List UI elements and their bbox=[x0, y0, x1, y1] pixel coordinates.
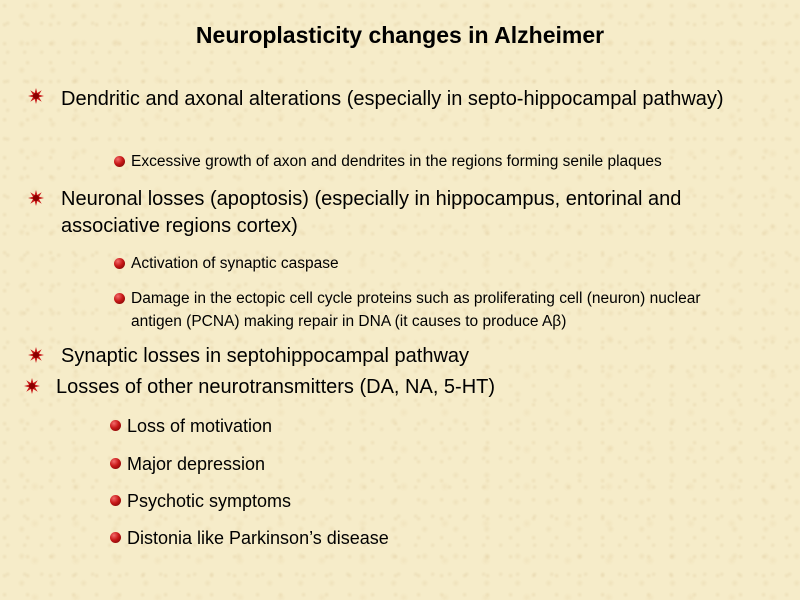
bullet-text-excessive-growth: Excessive growth of axon and dendrites in the regions forming senile plaques bbox=[131, 153, 662, 170]
bullet-text-neurotransmitter-losses: Losses of other neurotransmitters (DA, NA, 5-HT) bbox=[56, 376, 496, 398]
starburst-icon bbox=[28, 190, 44, 206]
bullet-text-major-depression: Major depression bbox=[127, 454, 266, 474]
red-ball-icon bbox=[114, 258, 125, 269]
bullet-text-synaptic-caspase: Activation of synaptic caspase bbox=[131, 255, 339, 272]
red-ball-icon bbox=[114, 293, 125, 304]
bullet-text-ectopic-cell-cycle: Damage in the ectopic cell cycle proteins such as proliferating cell (neuron) nuclear antigen (PCNA) making repair in DNA (it causes to produce Aβ) bbox=[131, 290, 701, 330]
starburst-icon bbox=[28, 88, 44, 104]
starburst-icon bbox=[24, 378, 40, 394]
bullet-text-neuronal-losses: Neuronal losses (apoptosis) (especially in hippocampus, entorinal and associative regions cortex) bbox=[61, 188, 682, 237]
red-ball-icon bbox=[110, 420, 121, 431]
red-ball-icon bbox=[110, 532, 121, 543]
slide-title: Neuroplasticity changes in Alzheimer bbox=[195, 22, 605, 48]
bullet-text-synaptic-losses: Synaptic losses in septohippocampal pathway bbox=[61, 345, 470, 367]
bullet-text-dendritic-axonal-alterations: Dendritic and axonal alterations (especially in septo-hippocampal pathway) bbox=[61, 88, 724, 110]
red-ball-icon bbox=[110, 495, 121, 506]
red-ball-icon bbox=[110, 458, 121, 469]
red-ball-icon bbox=[114, 156, 125, 167]
bullet-text-distonia: Distonia like Parkinson’s disease bbox=[127, 528, 389, 548]
bullet-text-loss-of-motivation: Loss of motivation bbox=[127, 416, 273, 436]
starburst-icon bbox=[28, 347, 44, 363]
bullet-text-psychotic-symptoms: Psychotic symptoms bbox=[127, 491, 292, 511]
